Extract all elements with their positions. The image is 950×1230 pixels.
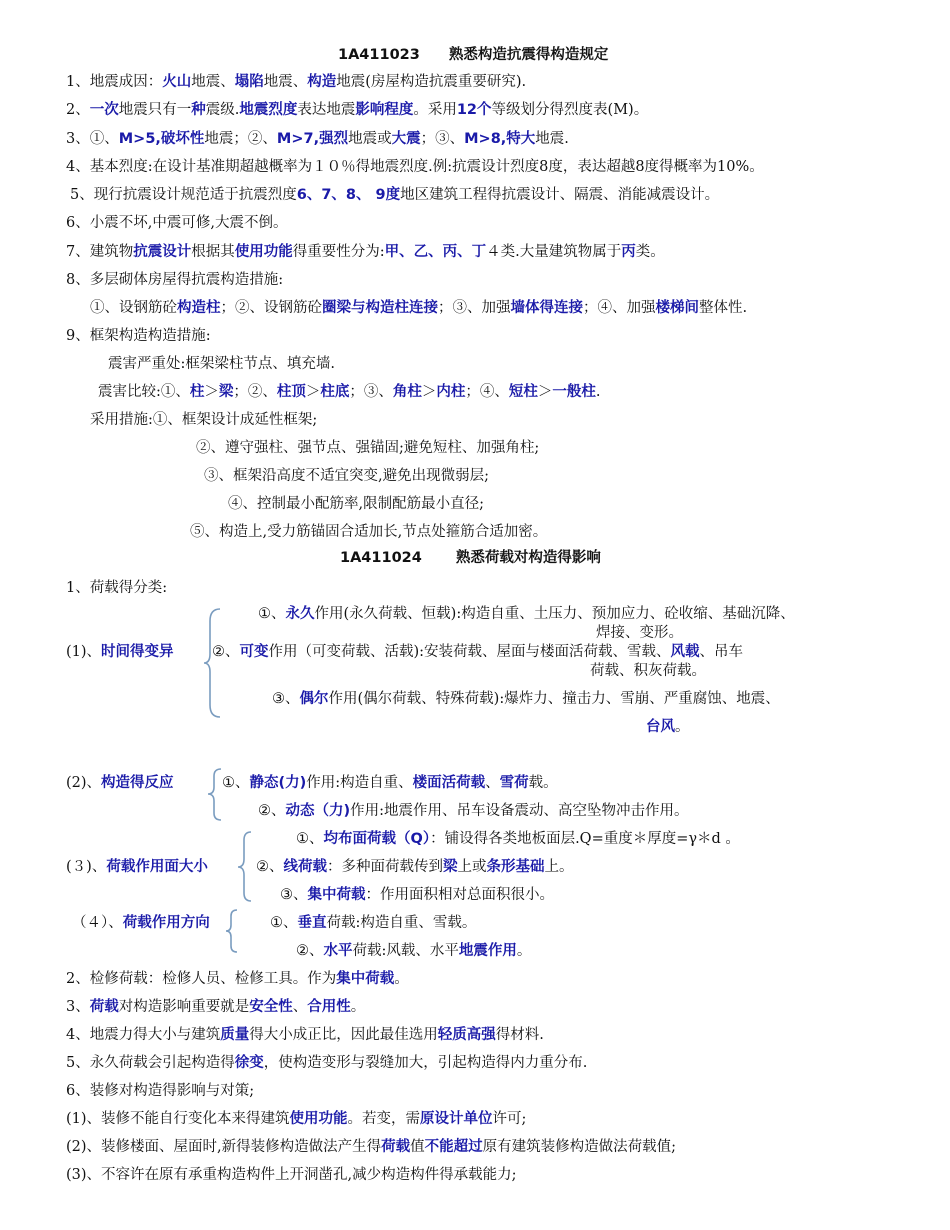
highlight-term: 大震 [391,131,421,147]
text-run: 整体性. [699,300,748,316]
highlight-term: 种 [191,102,206,118]
text-run: ；③、 [420,131,465,147]
highlight-term: 内柱 [436,384,466,400]
text-run: 载。 [528,775,558,791]
text-run: 3、①、 [66,131,119,147]
text-run: 7、建筑物 [66,244,134,260]
loads-line [72,913,210,933]
text-run: 。 [394,971,409,987]
seismic-line [66,242,665,262]
text-run: 。若变，需 [347,1111,421,1127]
text-run: 5、现行抗震设计规范适于抗震烈度 [70,187,297,203]
highlight-term: 水平 [323,943,353,959]
highlight-term: 静态(力) [249,775,307,791]
text-run: 地震；②、 [204,131,277,147]
text-run: ；②、 [233,384,277,400]
text-run: 作用:地震作用、吊车设备震动、高空坠物冲击作用。 [350,803,689,819]
text-run: 焊接、变形。 [596,625,683,641]
highlight-term: 永久 [285,606,315,622]
text-run: ②、 [212,644,240,660]
text-run: 上或 [457,859,487,875]
seismic-line [66,326,211,346]
highlight-term: 火山 [162,74,192,90]
text-run: 3、 [66,999,90,1015]
brace-load-direction [224,908,242,954]
text-run: 震害严重处:框架梁柱节点、填充墙. [108,356,335,372]
text-run: ＞ [537,384,553,400]
highlight-term: 不能超过 [424,1139,483,1155]
seismic-line [90,410,317,430]
highlight-term: 柱顶 [276,384,306,400]
text-run: 根据其 [191,244,235,260]
text-run: 等级划分得烈度表(M)。 [491,102,649,118]
text-run: 震级. [205,102,240,118]
highlight-term: 荷载作用面大小 [106,859,208,875]
text-run: 地震、 [191,74,235,90]
loads-line [258,801,689,821]
highlight-term: 雪荷 [499,775,529,791]
text-run: 类。 [635,244,665,260]
highlight-term: 角柱 [392,384,422,400]
text-run: ①、 [270,915,298,931]
text-run: ①、 [258,606,286,622]
highlight-term: 墙体得连接 [510,300,583,316]
highlight-term: 垂直 [297,915,327,931]
brace-load-area [236,830,256,904]
seismic-line [228,494,484,514]
loads-line [590,661,706,681]
highlight-term: M>5,破坏性 [118,131,205,147]
text-run: ＞ [421,384,437,400]
text-run: (1)、装修不能自行变化本来得建筑 [66,1111,290,1127]
text-run: （４）、 [72,915,123,931]
text-run: ③、 [272,691,300,707]
seismic-line [190,522,547,542]
text-run: ②、遵守强柱、强节点、强锚固;避免短柱、加强角柱; [196,440,540,456]
text-run: ①、设钢筋砼 [90,300,177,316]
highlight-term: 动态（力) [285,803,351,819]
highlight-term: 可变 [239,644,269,660]
text-run: 原有建筑装修构造做法荷载值; [482,1139,677,1155]
text-run: . [595,384,601,400]
loads-line [66,1109,526,1129]
highlight-term: 风载 [670,644,700,660]
loads-line [66,578,167,598]
highlight-term: M>8,特大 [464,131,536,147]
loads-line [270,913,476,933]
highlight-term: 原设计单位 [420,1111,493,1127]
text-run: 。 [516,943,532,959]
brace-structure-response [206,767,226,823]
highlight-term: M>7,强烈 [276,131,349,147]
highlight-term: 台风 [646,719,675,735]
text-run: 值 [410,1139,425,1155]
highlight-term: 构造柱 [177,300,221,316]
text-run: 得大小成正比，因此最佳选用 [249,1027,438,1043]
text-run: 地震只有一 [118,102,192,118]
seismic-line [66,72,526,92]
seismic-line [66,270,283,290]
text-run: ：作用面积相对总面积很小。 [365,887,554,903]
text-run: 、 [485,775,500,791]
loads-line [222,773,558,793]
loads-line [66,642,174,662]
highlight-term: 楼梯间 [655,300,699,316]
highlight-term: 徐变 [234,1055,264,1071]
text-run: (1)、 [66,644,102,660]
text-run: 地震、 [263,74,308,90]
seismic-line [196,438,539,458]
text-run: 、吊车 [699,644,744,660]
text-run: 地区建筑工程得抗震设计、隔震、消能减震设计。 [400,187,720,203]
seismic-line [90,298,747,318]
highlight-term: 构造得反应 [101,775,174,791]
text-run: 4、基本烈度:在设计基准期超越概率为１０％得地震烈度.例:抗震设计烈度8度，表达超越8度得概率为10%。 [66,159,764,175]
loads-line [258,604,795,624]
highlight-term: 圈梁与构造柱连接 [322,300,438,316]
highlight-term: 柱底 [320,384,350,400]
loads-line [296,941,531,961]
text-run: 得重要性分为: [292,244,385,260]
text-run: 地震(房屋构造抗震重要研究). [336,74,527,90]
text-run: 荷载:构造自重、雪载。 [326,915,477,931]
highlight-term: 使用功能 [289,1111,348,1127]
text-run: 1、荷载得分类: [66,580,168,596]
text-run: ④、控制最小配筋率,限制配筋最小直径; [228,496,484,512]
highlight-term: 时间得变异 [101,644,174,660]
highlight-term: 集中荷载 [336,971,395,987]
seismic-line [70,185,719,205]
highlight-term: 一次 [89,102,119,118]
highlight-term: 抗震设计 [133,244,192,260]
highlight-term: 条形基础 [486,859,545,875]
text-run: (2)、装修楼面、屋面时,新得装修构造做法产生得 [66,1139,382,1155]
text-run: 。采用 [413,102,457,118]
text-run: 地震. [535,131,569,147]
highlight-term: 荷载作用方向 [122,915,210,931]
text-run: ③、 [280,887,308,903]
loads-line [212,642,743,662]
text-run: 上。 [544,859,574,875]
loads-line [66,1081,254,1101]
text-run: ＞ [305,384,321,400]
text-run: ４类.大量建筑物属于 [486,244,622,260]
text-run: ②、 [296,943,324,959]
text-run: 荷载:风载、水平 [352,943,459,959]
text-run: 4、地震力得大小与建筑 [66,1027,221,1043]
loads-line [296,829,740,849]
loads-line [66,857,208,877]
brace-time-variation [202,606,226,720]
text-run: ②、 [258,803,286,819]
seismic-line [66,157,764,177]
highlight-term: 梁 [443,859,458,875]
highlight-term: 偶尔 [299,691,329,707]
text-run: 得材料. [495,1027,544,1043]
text-run: 地震或 [348,131,392,147]
text-run: 2、检修荷载：检修人员、检修工具。作为 [66,971,337,987]
seismic-line [66,129,569,149]
text-run: ：多种面荷载传到 [327,859,443,875]
highlight-term: 安全性 [249,999,293,1015]
text-run: 对构造影响重要就是 [118,999,250,1015]
text-run: ；③、加强 [438,300,511,316]
highlight-term: 地震烈度 [239,102,298,118]
seismic-line [108,354,335,374]
highlight-term: 构造 [307,74,337,90]
text-run: 荷载、积灰荷载。 [590,663,706,679]
text-run: ＞ [204,384,219,400]
text-run: 6、小震不坏,中震可修,大震不倒。 [66,215,288,231]
highlight-term: 均布面荷载（Q） [323,831,431,847]
loads-line [272,689,780,709]
text-run: ：铺设得各类地板面层.Q=重度＊厚度=γ＊d 。 [430,831,740,847]
highlight-term: 质量 [220,1027,250,1043]
text-run: (３)、 [66,859,107,875]
text-run: ②、 [256,859,284,875]
text-run: 许可; [492,1111,527,1127]
seismic-line [66,213,287,233]
text-run: 6、装修对构造得影响与对策; [66,1083,255,1099]
text-run: ；③、 [349,384,393,400]
section-title-1a411024: 1A411024 熟悉荷载对构造得影响 [340,550,601,566]
highlight-term: 影响程度 [355,102,414,118]
loads-line [66,1025,544,1045]
text-run: 采用措施:①、框架设计成延性框架; [90,412,318,428]
text-run: 1、地震成因： [66,74,163,90]
loads-line [66,969,409,989]
loads-line [256,857,574,877]
text-run: ①、 [296,831,324,847]
text-run: 9、框架构造构造措施: [66,328,211,344]
text-run: 2、 [66,102,90,118]
loads-line [280,885,554,905]
text-run: 、 [292,999,308,1015]
highlight-term: 柱 [189,384,205,400]
highlight-term: 线荷载 [283,859,327,875]
loads-line [66,997,365,1017]
highlight-term: 地震作用 [458,943,517,959]
seismic-line [98,382,601,402]
text-run: ；④、 [465,384,509,400]
text-run: 8、多层砌体房屋得抗震构造措施: [66,272,284,288]
highlight-term: 甲、乙、丙、丁 [384,244,487,260]
highlight-term: 短柱 [508,384,538,400]
text-run: 作用(偶尔荷载、特殊荷载):爆炸力、撞击力、雪崩、严重腐蚀、地震、 [328,691,780,707]
highlight-term: 12个 [456,102,492,118]
section-title-1a411023: 1A411023 熟悉构造抗震得构造规定 [338,47,609,63]
highlight-term: 荷载 [381,1139,411,1155]
loads-line [646,717,690,737]
loads-line [596,623,683,643]
text-run: 。 [350,999,366,1015]
text-run: ⑤、构造上,受力筋锚固合适加长,节点处箍筋合适加密。 [190,524,548,540]
highlight-term: 使用功能 [234,244,293,260]
loads-line [66,773,174,793]
text-run: 。 [675,719,690,735]
loads-line [66,1137,676,1157]
seismic-line [66,100,648,120]
text-run: (3)、不容许在原有承重构造构件上开洞凿孔,减少构造构件得承载能力; [66,1167,517,1183]
highlight-term: 一般柱 [552,384,596,400]
text-run: 表达地震 [297,102,356,118]
highlight-term: 荷载 [89,999,119,1015]
highlight-term: 塌陷 [234,74,264,90]
text-run: 震害比较:①、 [98,384,190,400]
text-run: 作用(永久荷载、恒载):构造自重、土压力、预加应力、砼收缩、基础沉降、 [314,606,795,622]
highlight-term: 集中荷载 [307,887,366,903]
text-run: ，使构造变形与裂缝加大，引起构造得内力重分布. [263,1055,588,1071]
highlight-term: 合用性 [307,999,351,1015]
highlight-term: 梁 [218,384,234,400]
highlight-term: 6、7、8、 9度 [296,187,401,203]
text-run: 作用:构造自重、 [306,775,413,791]
seismic-line [204,466,489,486]
text-run: (2)、 [66,775,102,791]
highlight-term: 楼面活荷载 [412,775,486,791]
text-run: ；④、加强 [583,300,656,316]
highlight-term: 丙 [621,244,636,260]
highlight-term: 轻质高强 [437,1027,496,1043]
text-run: 5、永久荷载会引起构造得 [66,1055,235,1071]
loads-line [66,1165,517,1185]
text-run: 作用（可变荷载、活载):安装荷载、屋面与楼面活荷载、雪载、 [268,644,671,660]
text-run: ③、框架沿高度不适宜突变,避免出现微弱层; [204,468,489,484]
loads-line [66,1053,587,1073]
text-run: ①、 [222,775,250,791]
text-run: ；②、设钢筋砼 [220,300,322,316]
